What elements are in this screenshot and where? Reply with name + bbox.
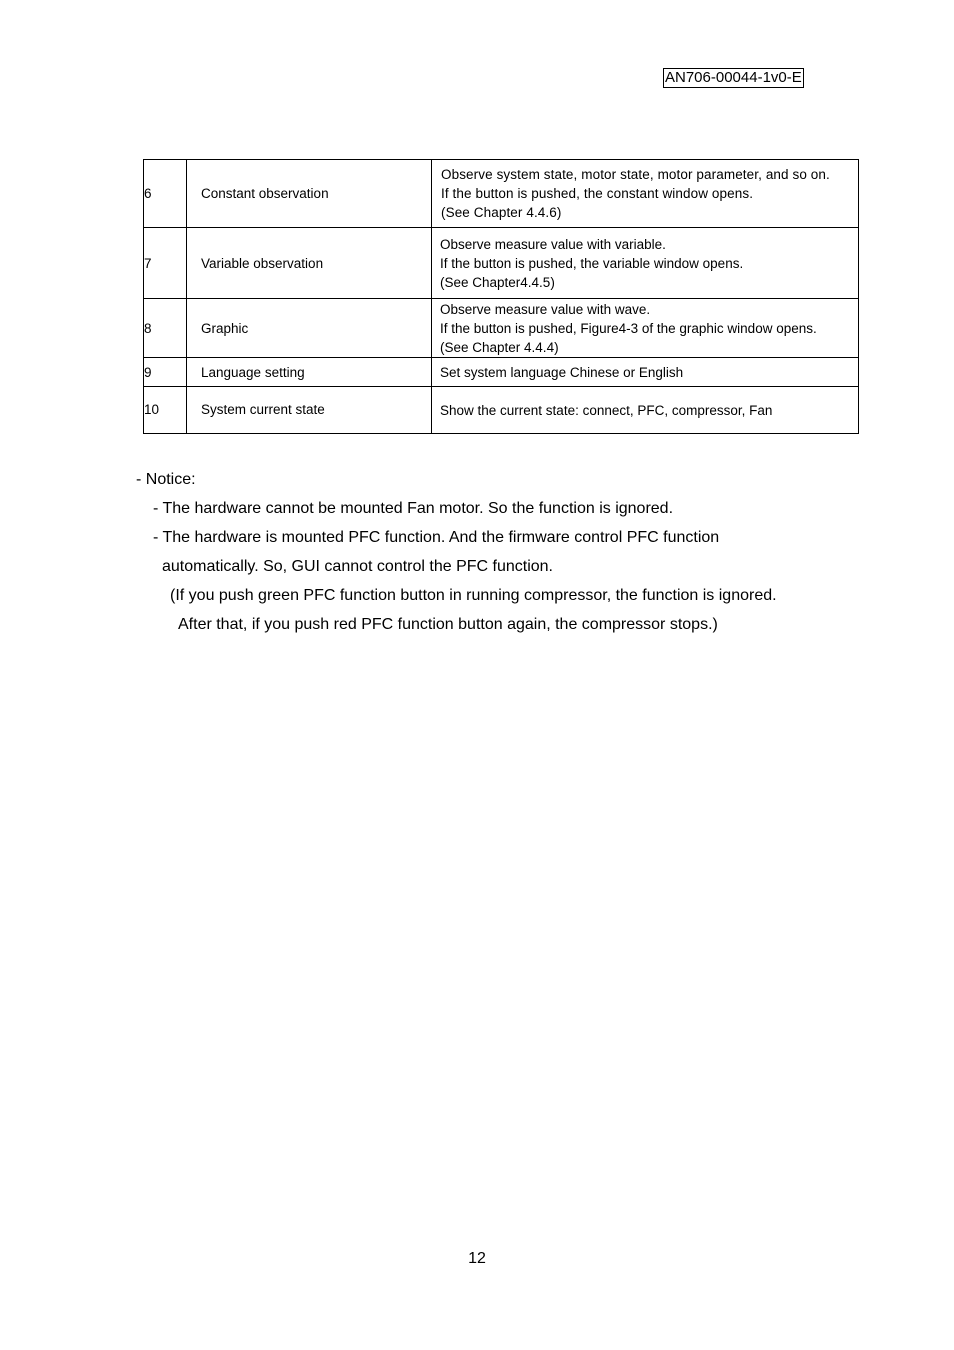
notice-line: (If you push green PFC function button in running compressor, the function is ignored.: [170, 587, 777, 604]
row-number: 10: [144, 387, 187, 434]
row-number: 8: [144, 299, 187, 358]
function-description: [432, 299, 859, 358]
notice-line: After that, if you push red PFC function button again, the compressor stops.): [178, 616, 718, 633]
function-name: System current state: [187, 387, 432, 434]
notice-line: - The hardware is mounted PFC function. And the firmware control PFC function: [153, 529, 720, 546]
row-number: 7: [144, 228, 187, 299]
table-row: [144, 160, 859, 228]
notice-title: - Notice:: [136, 471, 196, 488]
description-line: If the button is pushed, the constant window opens.: [441, 186, 754, 201]
row-number: 6: [144, 160, 187, 228]
function-name: Graphic: [187, 299, 432, 358]
description-line: Observe measure value with variable.: [440, 236, 666, 252]
notice-line: - The hardware cannot be mounted Fan motor. So the function is ignored.: [153, 500, 674, 517]
description-line: Set system language Chinese or English: [440, 364, 684, 380]
notice-section: [136, 465, 856, 639]
function-name: Variable observation: [187, 228, 432, 299]
notice-line: automatically. So, GUI cannot control the PFC function.: [162, 558, 553, 575]
description-line: If the button is pushed, Figure4-3 of the graphic window opens.: [440, 320, 817, 336]
function-table: [143, 159, 859, 434]
document-id: AN706-00044-1v0-E: [665, 69, 802, 86]
function-description: [432, 228, 859, 299]
row-number: 9: [144, 358, 187, 387]
description-line: Observe measure value with wave.: [440, 301, 651, 317]
description-line: (See Chapter 4.4.4): [440, 339, 559, 355]
description-line: (See Chapter4.4.5): [440, 274, 555, 290]
description-line: (See Chapter 4.4.6): [441, 205, 562, 220]
table-row: [144, 228, 859, 299]
function-name: Constant observation: [187, 160, 432, 228]
table-row: [144, 387, 859, 434]
function-description: [432, 358, 859, 387]
function-description: [432, 387, 859, 434]
function-description: [432, 160, 859, 228]
function-name: Language setting: [187, 358, 432, 387]
description-line: Show the current state: connect, PFC, compressor, Fan: [440, 402, 773, 418]
description-line: Observe system state, motor state, motor parameter, and so on.: [441, 167, 830, 182]
description-line: If the button is pushed, the variable window opens.: [440, 255, 744, 271]
page-number: 12: [468, 1250, 486, 1267]
table-row: [144, 358, 859, 387]
table-row: [144, 299, 859, 358]
